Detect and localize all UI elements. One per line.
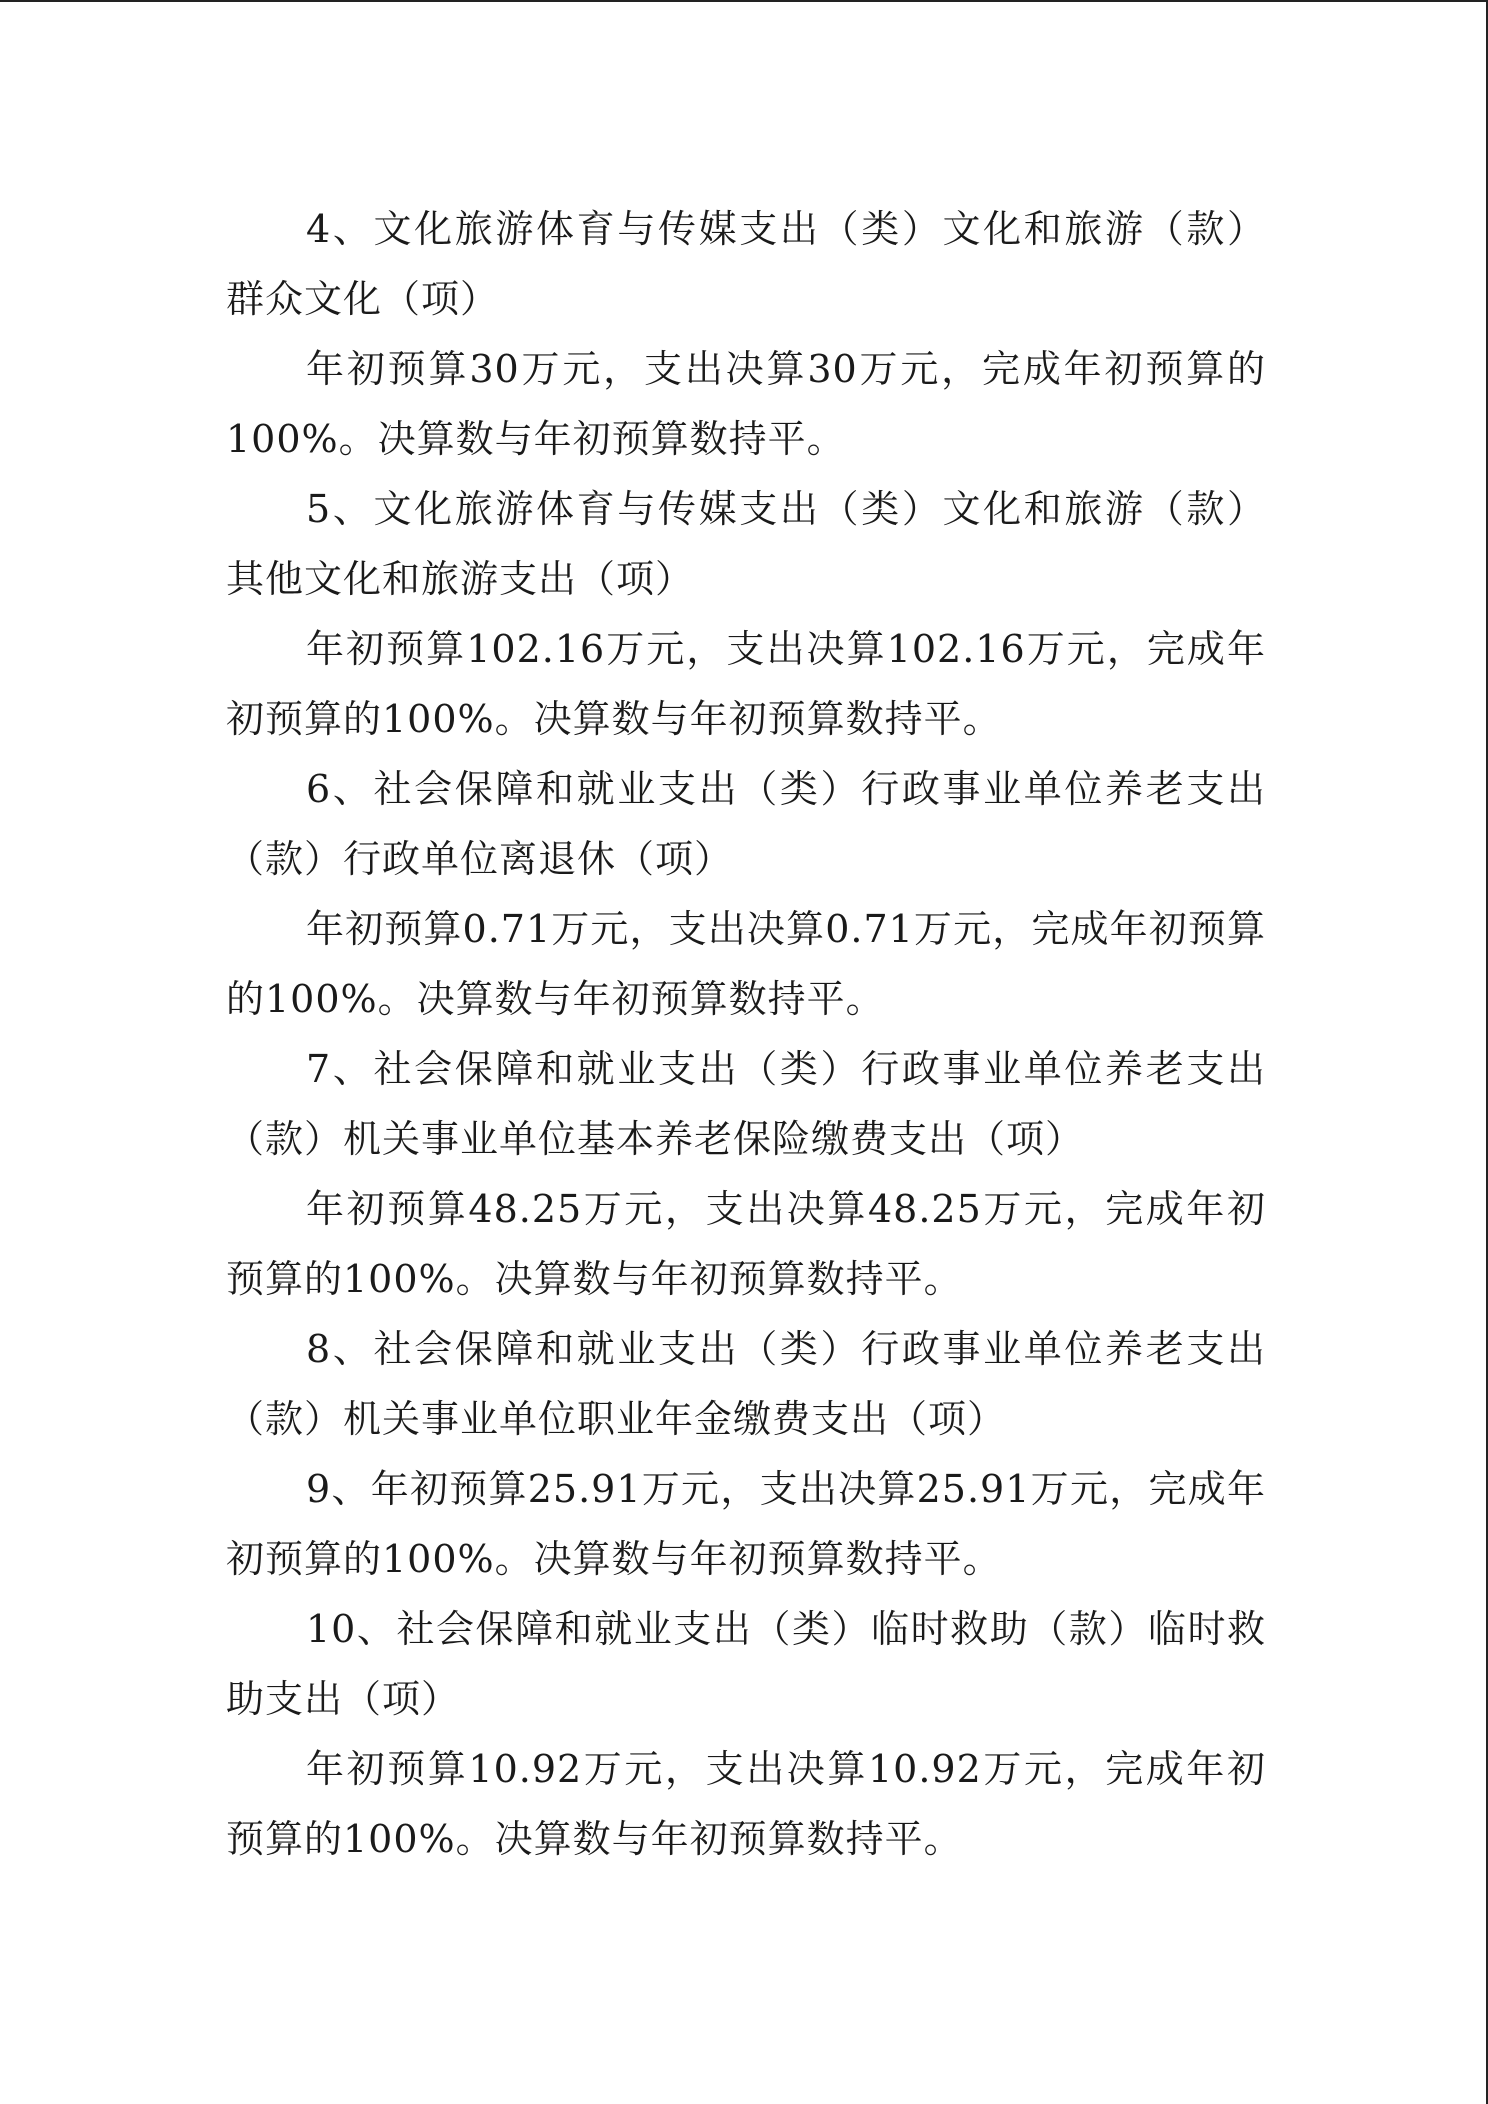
item-10-heading: 10、社会保障和就业支出（类）临时救助（款）临时救助支出（项） [226,1607,1266,1721]
item-8-heading: 8、社会保障和就业支出（类）行政事业单位养老支出（款）机关事业单位职业年金缴费支出（项） [226,1327,1266,1441]
item-9-detail: 9、年初预算25.91万元，支出决算25.91万元，完成年初预算的100%。决算数与年初预算数持平。 [226,1467,1266,1581]
item-4-detail: 年初预算30万元，支出决算30万元，完成年初预算的100%。决算数与年初预算数持平。 [226,347,1266,461]
item-10-detail: 年初预算10.92万元，支出决算10.92万元，完成年初预算的100%。决算数与年初预算数持平。 [226,1747,1266,1861]
item-5-heading: 5、文化旅游体育与传媒支出（类）文化和旅游（款）其他文化和旅游支出（项） [226,487,1266,601]
item-6-heading: 6、社会保障和就业支出（类）行政事业单位养老支出（款）行政单位离退休（项） [226,767,1266,881]
document-body [226,194,1266,1874]
item-7-heading: 7、社会保障和就业支出（类）行政事业单位养老支出（款）机关事业单位基本养老保险缴费支出（项） [226,1047,1266,1161]
item-5-detail: 年初预算102.16万元，支出决算102.16万元，完成年初预算的100%。决算数与年初预算数持平。 [226,627,1266,741]
item-6-detail: 年初预算0.71万元，支出决算0.71万元，完成年初预算的100%。决算数与年初预算数持平。 [226,907,1266,1021]
item-7-detail: 年初预算48.25万元，支出决算48.25万元，完成年初预算的100%。决算数与年初预算数持平。 [226,1187,1266,1301]
item-4-heading: 4、文化旅游体育与传媒支出（类）文化和旅游（款）群众文化（项） [226,207,1266,321]
